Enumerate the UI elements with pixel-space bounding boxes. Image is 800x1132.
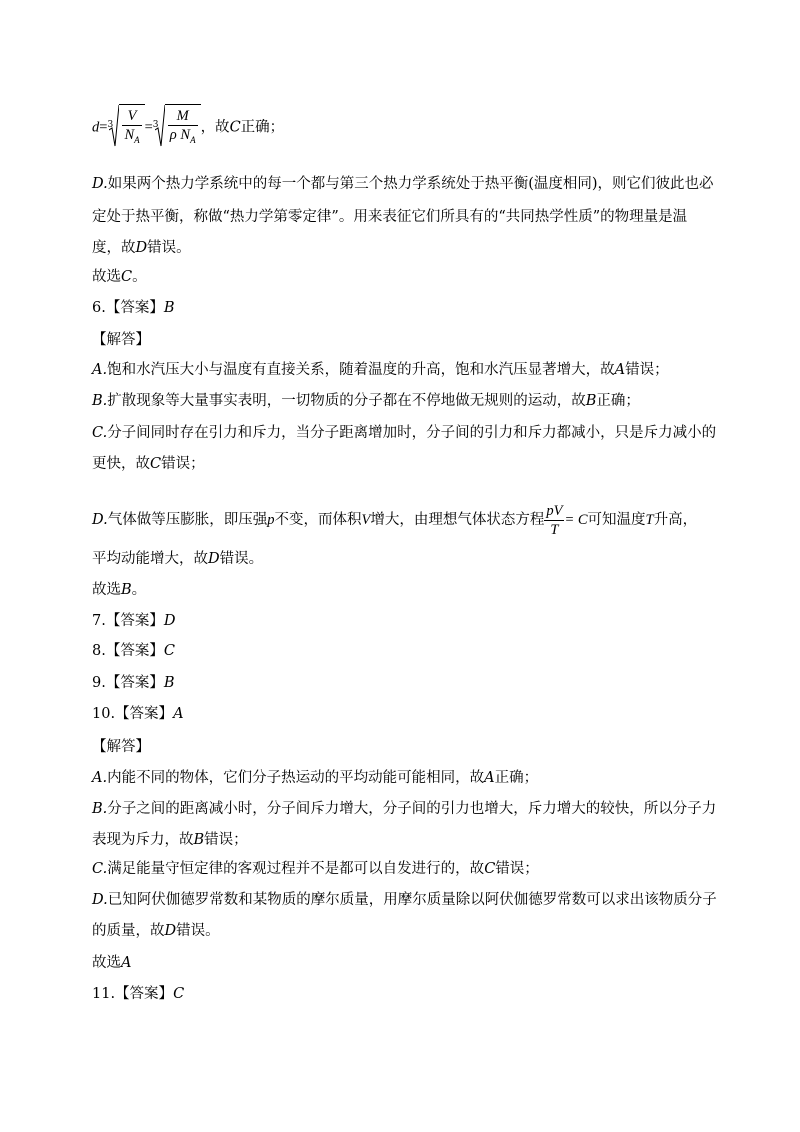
text-segment: 扩散现象等大量事实表明，一切物质的分子都在不停地做无规则的运动，故 xyxy=(107,393,586,409)
text-segment: B. xyxy=(92,801,108,817)
paragraph-line xyxy=(92,859,539,879)
radical-sign-icon xyxy=(109,104,119,148)
text-segment: 【解答】 xyxy=(92,332,150,348)
paragraph-line xyxy=(92,330,150,350)
text-segment: 错误； xyxy=(495,861,539,877)
text-segment: D. xyxy=(92,176,108,192)
text-segment: 的质量，故 xyxy=(92,923,165,939)
text-segment: 。 xyxy=(132,269,147,285)
text-segment: A xyxy=(173,706,184,722)
text-segment: B xyxy=(163,300,175,316)
frac2-num: M xyxy=(168,107,198,126)
text-segment: 平均动能增大，故 xyxy=(92,551,208,567)
text-segment: 分子间同时存在引力和斥力，当分子距离增加时，分子间的引力和斥力都减小，只是斥力减小的 xyxy=(107,425,717,441)
gas-v: V xyxy=(361,512,371,528)
paragraph-line xyxy=(92,207,687,227)
fraction-m-rho-na xyxy=(168,107,198,149)
paragraph-line xyxy=(92,174,714,194)
text-segment: 8.【答案】 xyxy=(92,643,164,659)
formula-tail-letter: C xyxy=(229,119,241,136)
gas-text-5: 升高， xyxy=(653,512,698,528)
text-segment: 7.【答案】 xyxy=(92,613,164,629)
text-segment: C xyxy=(163,643,175,659)
paragraph-line xyxy=(92,423,716,443)
text-segment: D xyxy=(164,923,177,939)
text-segment: 故选 xyxy=(92,955,121,971)
text-segment: 正确； xyxy=(596,393,640,409)
gas-frac-den: T xyxy=(550,521,559,538)
fraction-v-na xyxy=(122,107,141,149)
paragraph-line xyxy=(92,953,131,973)
paragraph-line xyxy=(92,890,717,910)
text-segment: A xyxy=(614,362,626,378)
text-segment: 定处于热平衡，称做“热力学第零定律”。用来表征它们所具有的“共同热学性质”的物理量是温 xyxy=(92,209,688,225)
formula-line xyxy=(92,104,284,150)
paragraph-line xyxy=(92,454,205,474)
paragraph-line xyxy=(92,984,184,1004)
paragraph-line xyxy=(92,238,191,258)
gas-text-4: 可知温度 xyxy=(587,512,646,528)
text-segment: A xyxy=(121,955,132,971)
gas-frac-num: pV xyxy=(546,502,563,519)
text-segment: C xyxy=(121,269,133,285)
text-segment: 【解答】 xyxy=(92,739,150,755)
text-segment: D xyxy=(163,613,176,629)
frac2-den: ρ N xyxy=(169,127,191,144)
text-segment: 错误； xyxy=(625,362,669,378)
paragraph-line xyxy=(92,267,147,287)
paragraph-line xyxy=(92,673,175,693)
text-segment: 10.【答案】 xyxy=(92,706,174,722)
text-segment: 故选 xyxy=(92,582,121,598)
text-segment: C. xyxy=(92,425,108,441)
paragraph-line xyxy=(92,704,184,724)
text-segment: 更快，故 xyxy=(92,456,150,472)
formula-lhs: d xyxy=(92,119,100,136)
frac2-den-sub: A xyxy=(190,134,196,145)
gas-t: T xyxy=(645,512,654,528)
cube-root-1 xyxy=(107,104,144,151)
gas-p: p xyxy=(267,512,275,528)
text-segment: 内能不同的物体，它们分子热运动的平均动能可能相同，故 xyxy=(107,770,485,786)
formula-tail-pre: ，故 xyxy=(200,119,230,136)
text-segment: 已知阿伏伽德罗常数和某物质的摩尔质量，用摩尔质量除以阿伏伽德罗常数可以求出该物质分子 xyxy=(107,892,717,908)
paragraph-line xyxy=(92,768,538,788)
text-segment: 。 xyxy=(131,582,147,598)
paragraph-line xyxy=(92,641,175,661)
text-segment: A xyxy=(484,770,495,786)
paragraph-line xyxy=(92,737,150,757)
frac1-den: N xyxy=(124,127,135,144)
text-segment: B xyxy=(121,582,132,598)
gas-text-3: 增大，由理想气体状态方程 xyxy=(370,512,545,528)
formula-eq-1: = xyxy=(99,119,108,136)
fraction-pv-t xyxy=(544,502,564,539)
text-segment: 9.【答案】 xyxy=(92,675,164,691)
text-segment: D xyxy=(135,240,148,256)
paragraph-line xyxy=(92,580,146,600)
formula-eq-2: = xyxy=(144,119,153,136)
text-segment: 故选 xyxy=(92,269,121,285)
paragraph-line xyxy=(92,921,220,941)
text-segment: 错误。 xyxy=(176,923,220,939)
text-segment: A. xyxy=(92,770,108,786)
text-segment: 表现为斥力，故 xyxy=(92,832,194,848)
text-segment: B xyxy=(193,832,205,848)
text-segment: 如果两个热力学系统中的每一个都与第三个热力学系统处于热平衡(温度相同)，则它们彼此也必 xyxy=(107,176,714,192)
text-segment: 错误。 xyxy=(147,240,191,256)
text-segment: 错误； xyxy=(161,456,205,472)
frac1-den-sub: A xyxy=(134,134,140,145)
cube-root-2 xyxy=(153,104,201,151)
text-segment: 满足能量守恒定律的客观过程并不是都可以自发进行的，故 xyxy=(107,861,485,877)
paragraph-line xyxy=(92,360,669,380)
gas-eq-c: = C xyxy=(564,512,588,528)
text-segment: 错误； xyxy=(204,832,248,848)
gas-text-2: 不变，而体积 xyxy=(274,512,362,528)
paragraph-line xyxy=(92,391,640,411)
text-segment: A. xyxy=(92,362,108,378)
paragraph-line xyxy=(92,830,248,850)
paragraph-line xyxy=(92,799,716,819)
text-segment: C xyxy=(484,861,496,877)
text-segment: D xyxy=(208,551,220,567)
text-segment: 11.【答案】 xyxy=(92,986,174,1002)
text-segment: 正确； xyxy=(494,770,539,786)
paragraph-line xyxy=(92,549,263,569)
paragraph-line xyxy=(92,298,175,318)
text-segment: C. xyxy=(92,861,108,877)
frac1-num: V xyxy=(122,107,141,126)
text-segment: B xyxy=(163,675,175,691)
text-segment: B xyxy=(585,393,597,409)
formula-tail-post: 正确； xyxy=(240,119,285,136)
gas-equation-line xyxy=(92,500,697,540)
text-segment: C xyxy=(150,456,162,472)
radical-sign-icon xyxy=(152,104,165,148)
text-segment: 6.【答案】 xyxy=(92,300,164,316)
paragraph-line xyxy=(92,611,175,631)
text-segment: D. xyxy=(92,892,108,908)
gas-line-prefix: D. xyxy=(92,512,108,528)
text-segment: 分子之间的距离减小时，分子间斥力增大，分子间的引力也增大，斥力增大的较快，所以分子力 xyxy=(107,801,717,817)
text-segment: B. xyxy=(92,393,108,409)
gas-text-1: 气体做等压膨胀，即压强 xyxy=(107,512,268,528)
root-index-1: 3 xyxy=(107,120,114,130)
text-segment: 度，故 xyxy=(92,240,136,256)
text-segment: C xyxy=(173,986,185,1002)
text-segment: 饱和水汽压大小与温度有直接关系，随着温度的升高，饱和水汽压显著增大，故 xyxy=(107,362,615,378)
text-segment: 错误。 xyxy=(219,551,264,567)
root-index-2: 3 xyxy=(152,120,159,130)
